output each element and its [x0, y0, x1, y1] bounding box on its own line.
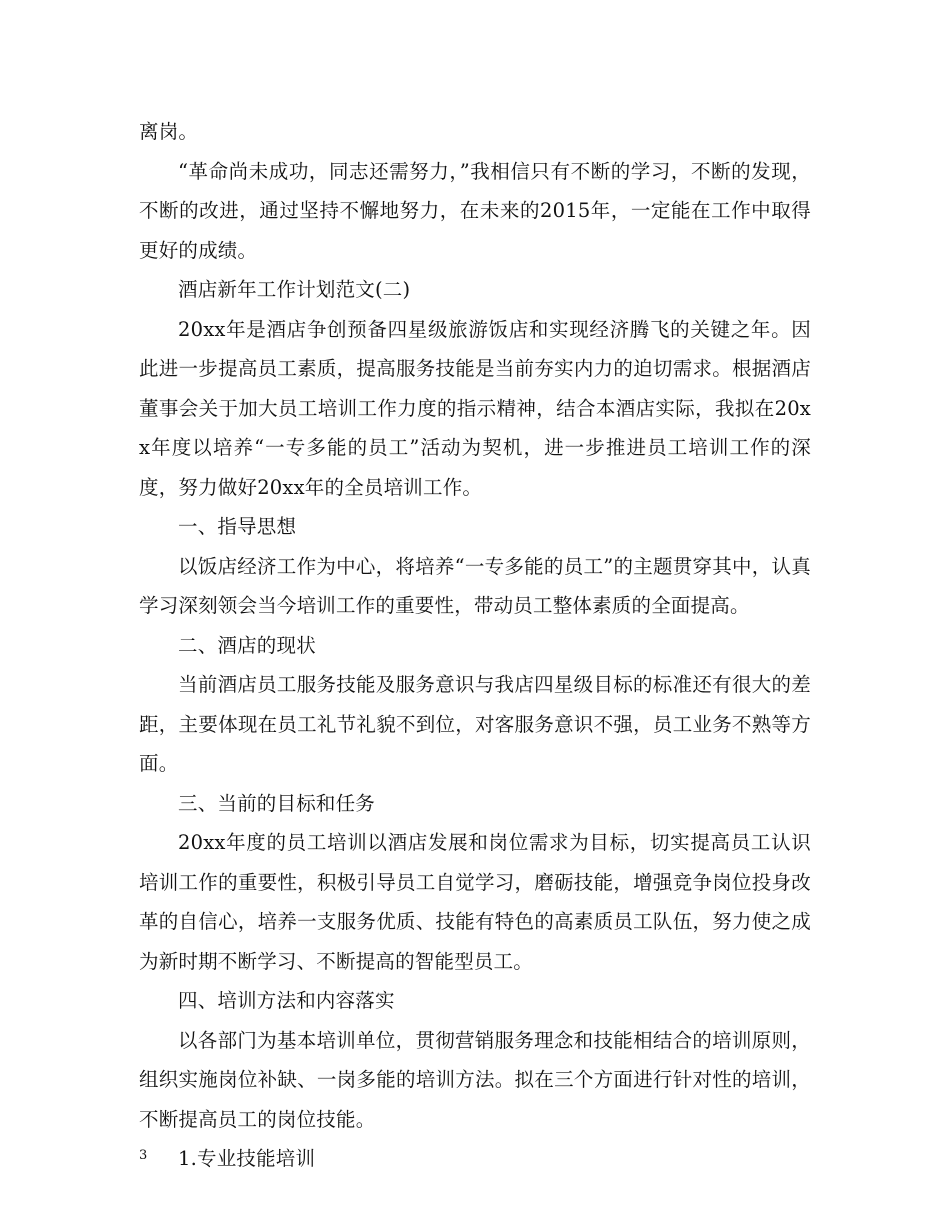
page-number: 3 [139, 1148, 148, 1163]
heading-guiding-thought: 一、指导思想 [178, 515, 297, 538]
paragraph-current-status: 当前酒店员工服务技能及服务意识与我店四星级目标的标准还有很大的差距，主要体现在员工礼节礼貌不到位，对客服务意识不强，员工业务不熟等方面。 [139, 673, 811, 775]
paragraph-continuation: 离岗。 [139, 120, 199, 143]
heading-training-methods: 四、培训方法和内容落实 [178, 989, 395, 1012]
paragraph-guiding-thought: 以饭店经济工作为中心，将培养“一专多能的员工”的主题贯穿其中，认真学习深刻领会当今培训工作的重要性，带动员工整体素质的全面提高。 [139, 554, 811, 617]
paragraph-intro: 20xx年是酒店争创预备四星级旅游饭店和实现经济腾飞的关键之年。因此进一步提高员工素质，提高服务技能是当前夯实内力的迫切需求。根据酒店董事会关于加大员工培训工作力度的指示精神，结合本酒店实际，我拟在20xx年度以培养“一专多能的员工”活动为契机，进一步推进员工培训工作的深度，努力做好20xx年的全员培训工作。 [139, 317, 811, 499]
paragraph-goals-tasks: 20xx年度的员工培训以酒店发展和岗位需求为目标，切实提高员工认识培训工作的重要性，积极引导员工自觉学习，磨砺技能，增强竞争岗位投身改革的自信心，培养一支服务优质、技能有特色的高素质员工队伍，努力使之成为新时期不断学习、不断提高的智能型员工。 [139, 831, 811, 973]
heading-goals-tasks: 三、当前的目标和任务 [178, 791, 376, 815]
heading-professional-skills: 1.专业技能培训 [178, 1147, 316, 1170]
heading-current-status: 二、酒店的现状 [178, 633, 316, 657]
section-title: 酒店新年工作计划范文(二) [178, 278, 411, 301]
paragraph-training-methods: 以各部门为基本培训单位，贯彻营销服务理念和技能相结合的培训原则，组织实施岗位补缺、一岗多能的培训方法。拟在三个方面进行针对性的培训，不断提高员工的岗位技能。 [139, 1028, 811, 1131]
paragraph-quote: “革命尚未成功，同志还需努力，”我相信只有不断的学习，不断的发现，不断的改进，通过坚持不懈地努力，在未来的2015年，一定能在工作中取得更好的成绩。 [139, 159, 811, 262]
document-body [139, 112, 811, 1179]
